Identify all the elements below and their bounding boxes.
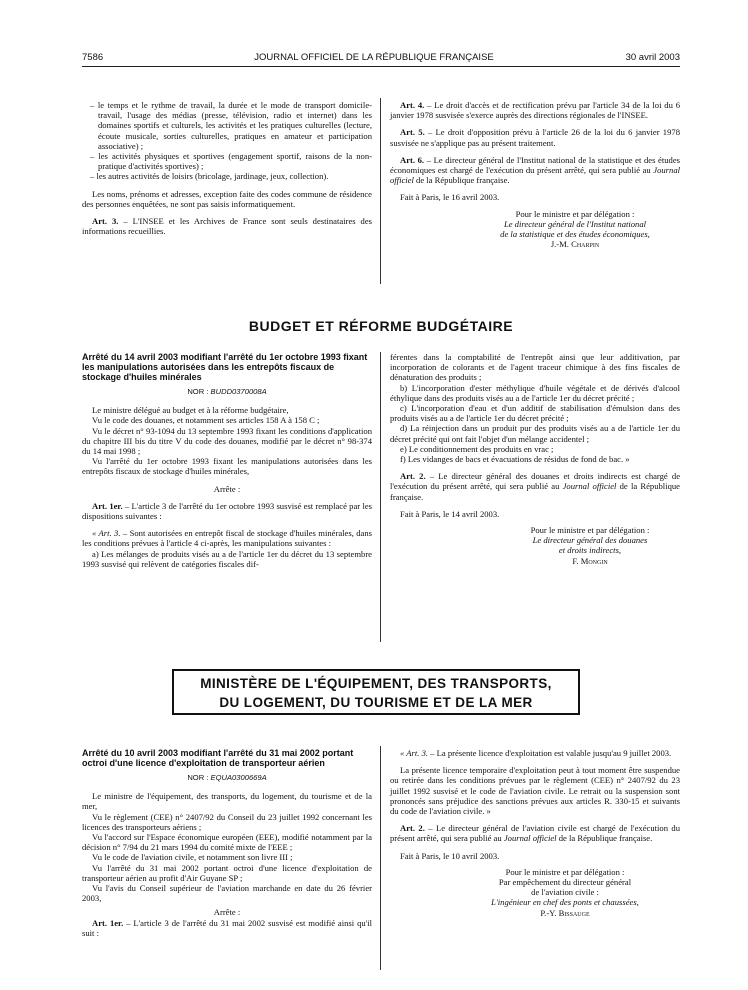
arrete-label: Arrête :: [213, 483, 241, 494]
equip-right-column: [390, 748, 680, 918]
decree-title: Arrêté du 10 avril 2003 modifiant l'arrêté du 31 mai 2002 portant octroi d'une licence d'exploitation de transporteur aérien: [82, 748, 354, 768]
paragraph: Vu l'avis du Conseil supérieur de l'aviation marchande en date du 26 février 2003,: [82, 883, 372, 904]
signatory-name: J.-M. Charpin: [550, 239, 600, 250]
item-b: b) L'incorporation d'ester méthylique d'huile végétale et de dérivés d'alcool éthylique dans des produits visés au a de l'article 1er du décret précité ;: [390, 382, 680, 403]
article-3: Art. 3. – L'INSEE et les Archives de France sont seuls destinataires des informations recueillies.: [82, 216, 372, 237]
paragraph: Vu l'arrêté du 31 mai 2002 portant octroi d'une licence d'exploitation de transporteur aérien au profit d'Air Guyane SP ;: [82, 862, 372, 883]
section-title-budget: BUDGET ET RÉFORME BUDGÉTAIRE: [248, 318, 514, 334]
item-f: f) Les vidanges de bacs et évacuations de résidus de fond de bac. »: [400, 454, 630, 465]
paragraph: Le ministre délégué au budget et à la réforme budgétaire,: [92, 405, 289, 416]
signature-block: Pour le ministre et par délégation : Le directeur général de l'Institut national de la statistique et des études économiques, J.-M. Charpin: [470, 209, 680, 250]
signatory-name: F. Mongin: [572, 555, 608, 566]
column-divider: [380, 746, 381, 970]
budget-left-column: [82, 352, 372, 569]
paragraph: Vu l'accord sur l'Espace économique européen (EEE), modifié notamment par la décision n° 7/94 du 21 mars 1994 du comité mixte de l'EEE ;: [82, 832, 372, 853]
item-c: c) L'incorporation d'eau et d'un additif de stabilisation d'émulsion dans des produits visés au a de l'article 1er du décret précité ;: [390, 403, 680, 424]
item-e: e) Le conditionnement des produits en vrac ;: [400, 443, 554, 454]
paragraph: La présente licence temporaire d'exploitation peut à tout moment être suspendue ou retirée dans les conditions prévues par le règlement (CEE) n° 2407/92 du 23 juillet 1992 susvisé et le code de l'aviation civile. Le retrait ou la suspension sont prononcés sans préjudice des sanctions prévues aux articles R. 330-15 et suivants du code de l'aviation civile. »: [390, 765, 680, 817]
signature-date: Fait à Paris, le 14 avril 2003.: [400, 508, 500, 519]
column-divider: [380, 352, 381, 642]
signature-block: Pour le ministre et par délégation : Par empêchement du directeur général de l'aviation civile : L'ingénieur en chef des ponts et chaussées, P.-Y. Bissauge: [450, 867, 680, 918]
paragraph: Vu le code de l'aviation civile, et notamment son livre III ;: [92, 852, 293, 863]
page-number: 7586: [82, 52, 104, 63]
list-item: – les autres activités de loisirs (bricolage, jardinage, jeux, collection).: [90, 171, 329, 182]
item-a: a) Les mélanges de produits visés au a de l'article 1er du décret du 13 septembre 1993 susvisé qui relèvent de catégories fiscales dif-: [82, 548, 372, 569]
item-d: d) La réinjection dans un produit pur des produits visés au a de l'article 1er du décret précité qui ont fait l'objet d'un mélange accidentel ;: [390, 423, 680, 444]
article-3-quote: « Art. 3. – La présente licence d'exploitation est valable jusqu'au 9 juillet 2003.: [400, 748, 672, 758]
signature-date: Fait à Paris, le 10 avril 2003.: [400, 850, 500, 861]
paragraph: Vu le code des douanes, et notamment ses articles 158 A à 158 C ;: [92, 415, 320, 426]
bullet-list: [82, 100, 372, 182]
paragraph: férentes dans la comptabilité de l'entrepôt ainsi que leur additivation, par incorporation de colorants et de l'agent traceur chimique à des fins fiscales de dénaturation des produits ;: [390, 352, 680, 383]
equip-left-column: [82, 748, 372, 938]
decree-title: Arrêté du 14 avril 2003 modifiant l'arrêté du 1er octobre 1993 fixant les manipulations autorisées dans les entrepôts fiscaux de stockage d'huiles minérales: [82, 352, 368, 382]
list-item: – les activités physiques et sportives (engagement sportif, raisons de la non-pratique d'activités sportives) ;: [90, 151, 372, 172]
signatory-name: P.-Y. Bissauge: [540, 907, 590, 918]
arrete-label: Arrête :: [213, 907, 241, 918]
paragraph: Vu le règlement (CEE) n° 2407/92 du Conseil du 23 juillet 1992 concernant les licences des transporteurs aériens ;: [82, 811, 372, 832]
paragraph: Vu le décret n° 93-1094 du 13 septembre 1993 fixant les conditions d'application du chapitre III bis du titre V du code des douanes, modifié par le décret n° 98-374 du 14 mai 1998 ;: [82, 425, 372, 457]
article-2: Art. 2. – Le directeur général des douanes et droits indirects est chargé de l'exécution du présent arrêté, qui sera publié au Journal officiel de la République française.: [390, 471, 681, 502]
column-divider: [380, 98, 381, 284]
budget-right-column: [390, 352, 680, 566]
article-1: Art. 1er. – L'article 3 de l'arrêté du 31 mai 2002 susvisé est modifié ainsi qu'il suit :: [82, 917, 372, 938]
top-left-column: [82, 100, 372, 236]
header-rule: [82, 66, 680, 67]
signature-date: Fait à Paris, le 16 avril 2003.: [400, 192, 500, 203]
top-right-column: [390, 100, 680, 249]
article-6: Art. 6. – Le directeur général de l'Institut national de la statistique et des études économiques est chargé de l'exécution du présent arrêté, qui sera publié au Journal officiel de la République française.: [390, 154, 681, 186]
nor-reference: NOR : BUDD0370008A: [187, 387, 267, 396]
article-3-quote: « Art. 3. – Sont autorisées en entrepôt fiscal de stockage d'huiles minérales, dans les conditions prévues à l'article 4 ci-après, les manipulations suivantes :: [82, 528, 372, 549]
paragraph: Le ministre de l'équipement, des transports, du logement, du tourisme et de la mer,: [82, 791, 372, 812]
article-1: Art. 1er. – L'article 3 de l'arrêté du 1er octobre 1993 susvisé est remplacé par les dispositions suivantes :: [82, 500, 372, 522]
issue-date: 30 avril 2003: [625, 52, 680, 63]
journal-title: JOURNAL OFFICIEL DE LA RÉPUBLIQUE FRANÇAISE: [254, 52, 494, 63]
article-5: Art. 5. – Le droit d'opposition prévu à l'article 26 de la loi du 6 janvier 1978 susvisée ne s'applique pas au présent traitement.: [390, 127, 680, 148]
nor-reference: NOR : EQUA0300669A: [187, 773, 267, 782]
article-4: Art. 4. – Le droit d'accès et de rectification prévu par l'article 34 de la loi du 6 janvier 1978 susvisée s'exerce auprès des directions régionales de l'INSEE.: [390, 100, 680, 121]
signature-block: Pour le ministre et par délégation : Le directeur général des douanes et droits indirects, F. Mongin: [500, 525, 680, 566]
paragraph: Vu l'arrêté du 1er octobre 1993 fixant les manipulations autorisées dans les entrepôts fiscaux de stockage d'huiles minérales,: [82, 456, 372, 477]
section-title-equipement: MINISTÈRE DE L'ÉQUIPEMENT, DES TRANSPORTS, DU LOGEMENT, DU TOURISME ET DE LA MER: [172, 669, 580, 715]
list-item: – le temps et le rythme de travail, la durée et le mode de transport domicile-travail, l'usage des médias (presse, télévision, radio et internet) dans les domaines sportifs et culturels, les activités et les pratiques culturelles (lecture, écoute musicale, sorties culturelles, pratiques en amateur et participation associative) ;: [90, 100, 372, 151]
article-2: Art. 2. – Le directeur général de l'aviation civile est chargé de l'exécution du présent arrêté, qui sera publié au Journal officiel de la République française.: [390, 823, 680, 844]
paragraph: Les noms, prénoms et adresses, exception faite des codes commune de résidence des personnes enquêtées, ne sont pas saisis informatiquement.: [82, 188, 372, 209]
